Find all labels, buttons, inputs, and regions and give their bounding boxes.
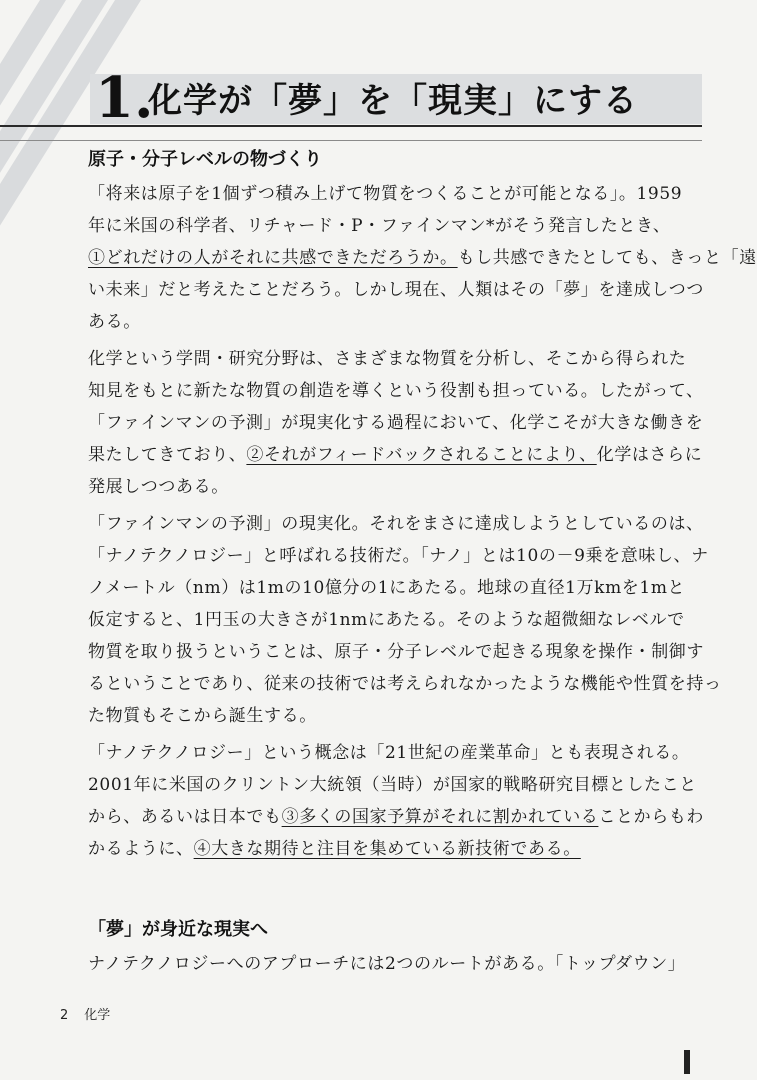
text-span: 化学はさらに bbox=[596, 445, 703, 465]
text-line: 「ファインマンの予測」が現実化する過程において、化学こそが大きな働きを bbox=[88, 413, 704, 433]
text-span: かるように、 bbox=[88, 839, 194, 859]
text-line: た物質もそこから誕生する。 bbox=[88, 706, 317, 726]
text-span: もし共感できたとしても、きっと「遠 bbox=[457, 248, 757, 268]
text-line: 発展しつつある。 bbox=[88, 477, 229, 497]
text-line: 「ファインマンの予測」の現実化。それをまさに達成しようとしているのは、 bbox=[88, 514, 704, 534]
section-heading: 「夢」が身近な現実へ bbox=[88, 919, 268, 940]
page-number: 2 bbox=[60, 1008, 69, 1023]
text-line: るということであり、従来の技術では考えられなかったような機能や性質を持っ bbox=[88, 674, 722, 694]
text-span: から、あるいは日本でも bbox=[88, 807, 282, 827]
text-line: 知見をもとに新たな物質の創造を導くという役割も担っている。したがって、 bbox=[88, 381, 704, 401]
text-line bbox=[88, 443, 703, 467]
text-line: ある。 bbox=[88, 312, 141, 332]
chapter-header-band bbox=[0, 0, 702, 170]
text-span: 果たしてきており、 bbox=[88, 445, 247, 465]
text-line bbox=[88, 805, 705, 829]
text-line: 化学という学問・研究分野は、さまざまな物質を分析し、そこから得られた bbox=[88, 349, 687, 369]
text-line: 仮定すると、1円玉の大きさが1nmにあたる。そのような超微細なレベルで bbox=[88, 610, 685, 630]
section-heading: 原子・分子レベルの物づくり bbox=[88, 149, 322, 170]
page-edge-mark bbox=[684, 1050, 690, 1074]
underlined-phrase-1: ①どれだけの人がそれに共感できただろうか。 bbox=[88, 248, 458, 268]
chapter-number: 1. bbox=[95, 65, 154, 131]
text-line: 「将来は原子を1個ずつ積み上げて物質をつくることが可能となる」。1959 bbox=[88, 184, 683, 204]
footer-section-label: 化学 bbox=[84, 1008, 111, 1023]
underlined-phrase-3: ③多くの国家予算がそれに割かれている bbox=[281, 807, 599, 827]
underlined-phrase-4: ④大きな期待と注目を集めている新技術である。 bbox=[193, 839, 581, 859]
text-line bbox=[88, 246, 757, 270]
text-line: 「ナノテクノロジー」と呼ばれる技術だ。「ナノ」とは10の－9乗を意味し、ナ bbox=[88, 546, 709, 566]
chapter-title: 化学が「夢」を「現実」にする bbox=[148, 81, 638, 121]
text-span: ことからもわ bbox=[598, 807, 705, 827]
text-line: 「ナノテクノロジー」という概念は「21世紀の産業革命」とも表現される。 bbox=[88, 743, 690, 763]
text-line: ノメートル（nm）は1mの10億分の1にあたる。地球の直径1万kmを1mと bbox=[88, 578, 686, 598]
text-line: 年に米国の科学者、リチャード・P・ファインマン*がそう発言したとき、 bbox=[88, 216, 671, 236]
header-rule-thin bbox=[0, 140, 702, 141]
text-line: 2001年に米国のクリントン大統領（当時）が国家的戦略研究目標としたこと bbox=[88, 775, 697, 795]
text-line: 物質を取り扱うということは、原子・分子レベルで起きる現象を操作・制御す bbox=[88, 642, 704, 662]
page-footer bbox=[60, 1004, 110, 1023]
text-line: ナノテクノロジーへのアプローチには2つのルートがある。「トップダウン」 bbox=[88, 954, 686, 974]
underlined-phrase-2: ②それがフィードバックされることにより、 bbox=[246, 445, 597, 465]
text-line: い未来」だと考えたことだろう。しかし現在、人類はその「夢」を達成しつつ bbox=[88, 280, 704, 300]
text-line bbox=[88, 837, 693, 861]
